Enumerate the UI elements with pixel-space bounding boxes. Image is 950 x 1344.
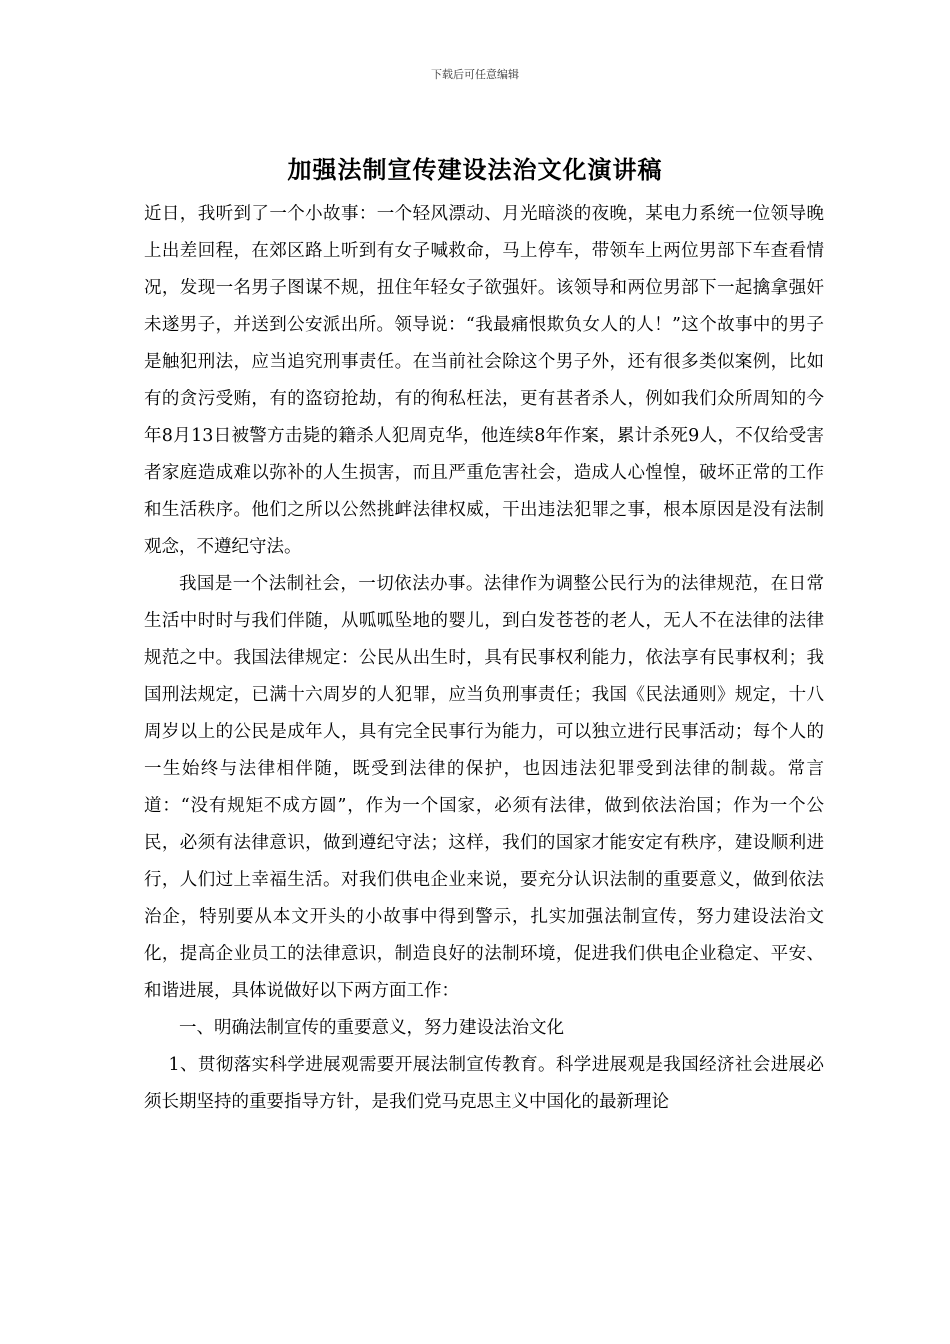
document-body bbox=[144, 196, 824, 1121]
document-title: 加强法制宣传建设法治文化演讲稿 bbox=[287, 155, 663, 184]
paragraph-2: 我国是一个法制社会，一切依法办事。法律作为调整公民行为的法律规范，在日常生活中时时与我们伴随，从呱呱坠地的婴儿，到白发苍苍的老人，无人不在法律的法律规范之中。我国法律规定：公民从出生时，具有民事权利能力，依法享有民事权利；我国刑法规定，已满十六周岁的人犯罪，应当负刑事责任；我国《民法通则》规定，十八周岁以上的公民是成年人，具有完全民事行为能力，可以独立进行民事活动；每个人的一生始终与法律相伴随，既受到法律的保护，也因违法犯罪受到法律的制裁。常言道：“没有规矩不成方圆”，作为一个国家，必须有法律，做到依法治国；作为一个公民，必须有法律意识，做到遵纪守法；这样，我们的国家才能安定有秩序，建设顺利进行，人们过上幸福生活。对我们供电企业来说，要充分认识法制的重要意义，做到依法治企，特别要从本文开头的小故事中得到警示，扎实加强法制宣传，努力建设法治文化，提高企业员工的法律意识，制造良好的法制环境，促进我们供电企业稳定、平安、和谐进展，具体说做好以下两方面工作： bbox=[144, 574, 824, 1001]
header-note: 下载后可任意编辑 bbox=[431, 68, 519, 81]
section-heading-1: 一、明确法制宣传的重要意义，努力建设法治文化 bbox=[179, 1018, 564, 1038]
paragraph-3: 1、贯彻落实科学进展观需要开展法制宣传教育。科学进展观是我国经济社会进展必须长期坚持的重要指导方针，是我们党马克思主义中国化的最新理论 bbox=[144, 1055, 824, 1112]
paragraph-1: 近日，我听到了一个小故事：一个轻风漂动、月光暗淡的夜晚，某电力系统一位领导晚上出差回程，在郊区路上听到有女子喊救命，马上停车，带领车上两位男部下车查看情况，发现一名男子图谋不规，扭住年轻女子欲强奸。该领导和两位男部下一起擒拿强奸未遂男子，并送到公安派出所。领导说：“我最痛恨欺负女人的人！”这个故事中的男子是触犯刑法，应当追究刑事责任。在当前社会除这个男子外，还有很多类似案例，比如有的贪污受贿，有的盗窃抢劫，有的徇私枉法，更有甚者杀人，例如我们众所周知的今年8月13日被警方击毙的籍杀人犯周克华，他连续8年作案，累计杀死9人，不仅给受害者家庭造成难以弥补的人生损害，而且严重危害社会，造成人心惶惶，破坏正常的工作和生活秩序。他们之所以公然挑衅法律权威，干出违法犯罪之事，根本原因是没有法制观念，不遵纪守法。 bbox=[144, 204, 824, 557]
